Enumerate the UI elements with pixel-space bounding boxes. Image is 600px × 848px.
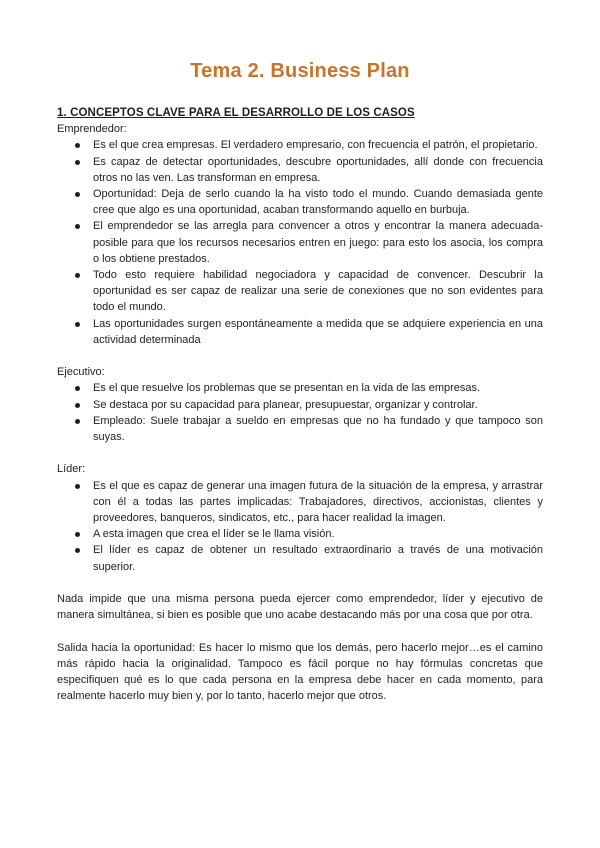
list-item: Todo esto requiere habilidad negociadora y capacidad de convencer. Descubrir la oportunidad es ser capaz de realizar una serie de conexiones que no son evidentes para todo el mundo. xyxy=(57,267,543,316)
list-item: Se destaca por su capacidad para planear, presupuestar, organizar y controlar. xyxy=(57,397,543,413)
ejecutivo-list xyxy=(57,380,543,445)
list-item: Es el que resuelve los problemas que se presentan en la vida de las empresas. xyxy=(57,380,543,396)
bullet-icon xyxy=(75,532,80,537)
bullet-icon xyxy=(75,403,80,408)
spacer xyxy=(57,348,543,364)
bullet-icon xyxy=(75,548,80,553)
list-item: Es el que es capaz de generar una imagen futura de la situación de la empresa, y arrastrar con él a todas las partes implicadas: Trabajadores, directivos, accionistas, clientes y proveedores, banqueros, sindicatos, etc., para hacer realidad la imagen. xyxy=(57,478,543,527)
bullet-icon xyxy=(75,419,80,424)
spacer xyxy=(57,623,543,639)
lider-list xyxy=(57,478,543,575)
paragraph-oportunidad: Salida hacia la oportunidad: Es hacer lo mismo que los demás, pero hacerlo mejor…es el camino más rápido hacia la originalidad. Tampoco es fácil porque no hay fórmulas concretas que especifiquen qué es lo que cada persona en la empresa debe hacer en cada momento, para realmente hacerlo muy bien y, por lo tanto, hacerlo mejor que otros. xyxy=(57,641,543,703)
bullet-icon xyxy=(75,192,80,197)
list-item: Es capaz de detectar oportunidades, descubre oportunidades, allí donde con frecuencia otros no las ven. Las transforman en empresa. xyxy=(57,154,543,186)
bullet-icon xyxy=(75,322,80,327)
bullet-icon xyxy=(75,143,80,148)
list-item: Oportunidad: Deja de serlo cuando la ha visto todo el mundo. Cuando demasiada gente cree que algo es una oportunidad, acaban transformando aquello en burbuja. xyxy=(57,186,543,218)
bullet-icon xyxy=(75,386,80,391)
bullet-icon xyxy=(75,224,80,229)
emprendedor-label: Emprendedor: xyxy=(57,123,127,136)
emprendedor-list xyxy=(57,137,543,348)
list-item: Es el que crea empresas. El verdadero empresario, con frecuencia el patrón, el propietario. xyxy=(57,137,543,153)
list-item: Las oportunidades surgen espontáneamente a medida que se adquiere experiencia en una actividad determinada xyxy=(57,316,543,348)
list-item: El emprendedor se las arregla para convencer a otros y encontrar la manera adecuada-posible para que los recursos necesarios entren en juego: para esto los asocia, los compra o los obtiene prestados. xyxy=(57,218,543,267)
bullet-icon xyxy=(75,273,80,278)
list-item: El líder es capaz de obtener un resultado extraordinario a través de una motivación superior. xyxy=(57,542,543,574)
list-item: A esta imagen que crea el líder se le llama visión. xyxy=(57,526,543,542)
paragraph-roles: Nada impide que una misma persona pueda ejercer como emprendedor, líder y ejecutivo de manera simultánea, si bien es posible que uno acabe destacando más por una cosa que por otra. xyxy=(57,593,543,622)
list-item: Empleado: Suele trabajar a sueldo en empresas que no ha fundado y que tampoco son suyas. xyxy=(57,413,543,445)
spacer xyxy=(57,575,543,591)
document-body xyxy=(57,105,543,704)
lider-label: Líder: xyxy=(57,463,86,476)
ejecutivo-label: Ejecutivo: xyxy=(57,366,105,379)
bullet-icon xyxy=(75,484,80,489)
section-heading: 1. CONCEPTOS CLAVE PARA EL DESARROLLO DE LOS CASOS xyxy=(57,107,415,119)
bullet-icon xyxy=(75,160,80,165)
page-title: Tema 2. Business Plan xyxy=(190,60,410,82)
spacer xyxy=(57,445,543,461)
